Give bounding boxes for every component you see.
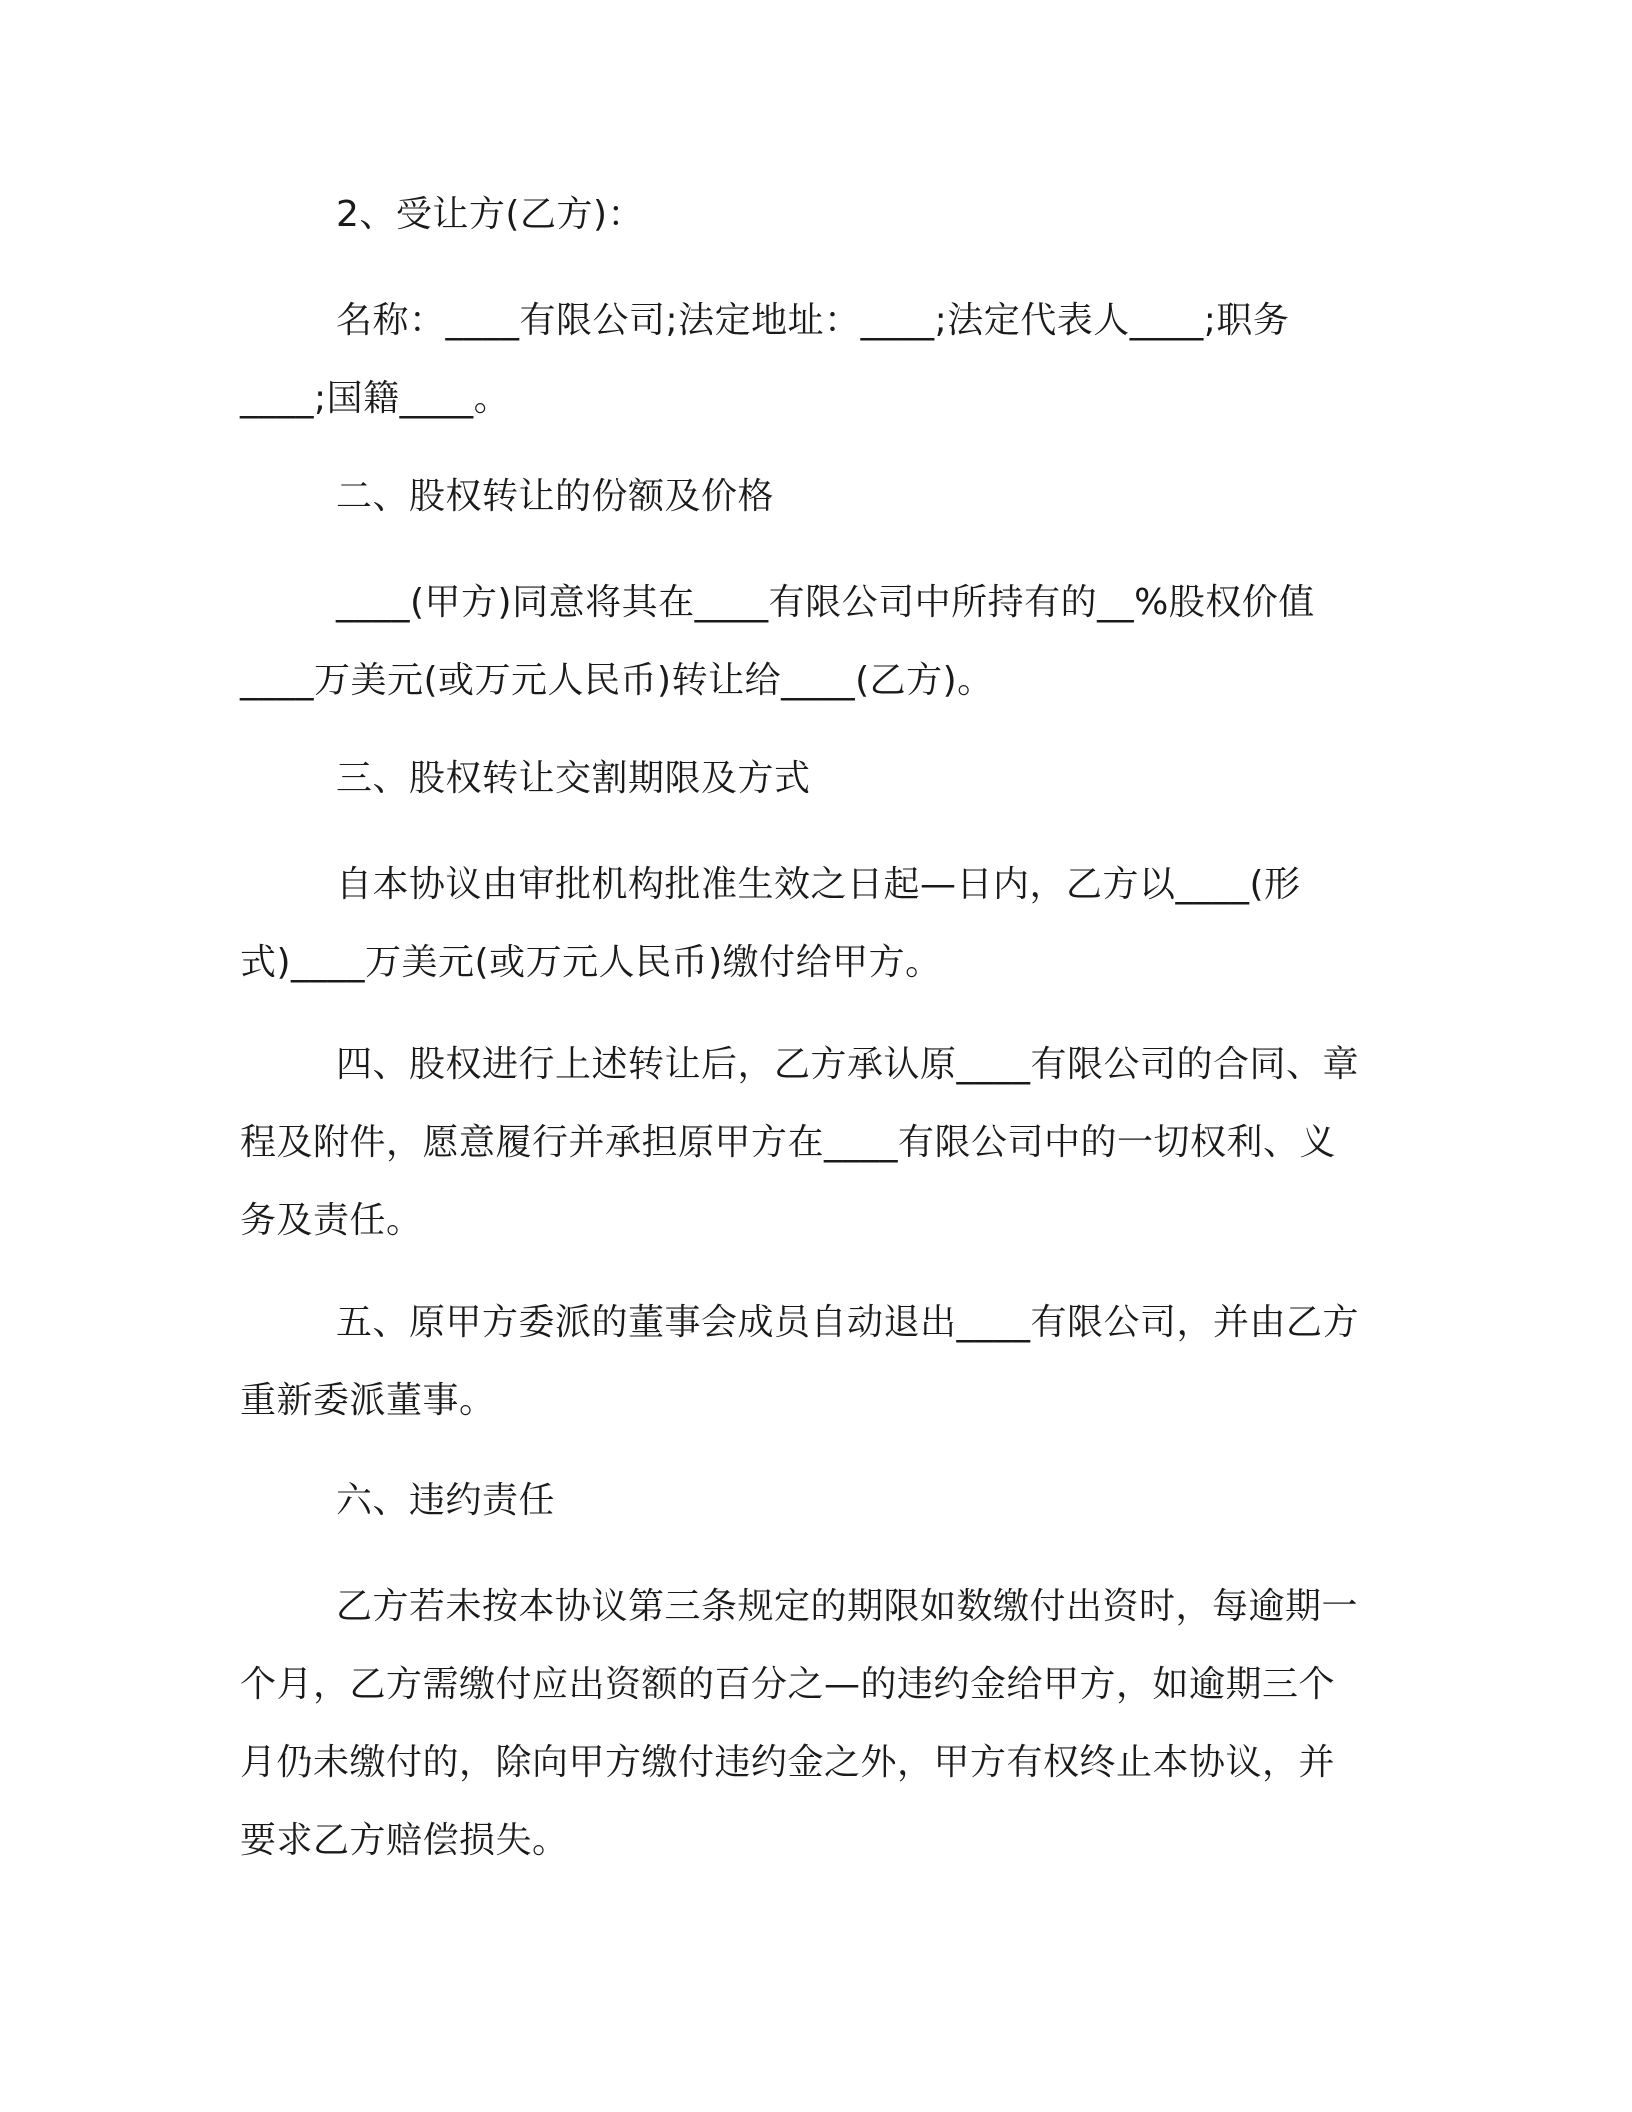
section-two-heading: [240, 458, 1390, 536]
section-two-body: [240, 564, 1390, 720]
party-b-heading: [240, 176, 1390, 254]
paragraph-line: 2、受让方(乙方)：: [336, 194, 644, 235]
paragraph-line: 乙方若未按本协议第三条规定的期限如数缴付出资时，每逾期一: [336, 1586, 1359, 1627]
paragraph-line: 要求乙方赔偿损失。: [240, 1820, 569, 1861]
section-six-body: [240, 1568, 1390, 1880]
paragraph-line: 五、原甲方委派的董事会成员自动退出____有限公司，并由乙方: [336, 1302, 1360, 1343]
paragraph-line: 月仍未缴付的，除向甲方缴付违约金之外，甲方有权终止本协议，并: [240, 1742, 1336, 1783]
paragraph-line: 四、股权进行上述转让后，乙方承认原____有限公司的合同、章: [336, 1044, 1360, 1085]
paragraph-line: 二、股权转让的份额及价格: [336, 476, 775, 517]
paragraph-line: 个月，乙方需缴付应出资额的百分之—的违约金给甲方，如逾期三个: [240, 1664, 1336, 1705]
paragraph-line: 式)____万美元(或万元人民币)缴付给甲方。: [240, 942, 942, 983]
paragraph-line: ____;国籍____。: [240, 378, 511, 419]
paragraph-line: 六、违约责任: [336, 1480, 556, 1521]
paragraph-line: 务及责任。: [240, 1200, 423, 1241]
section-three-body: [240, 846, 1390, 1002]
section-six-heading: [240, 1462, 1390, 1540]
paragraph-line: 重新委派董事。: [240, 1380, 496, 1421]
paragraph-line: 程及附件，愿意履行并承担原甲方在____有限公司中的一切权利、义: [240, 1122, 1337, 1163]
section-four-body: [240, 1026, 1390, 1260]
section-five-body: [240, 1284, 1390, 1440]
paragraph-line: 三、股权转让交割期限及方式: [336, 758, 811, 799]
party-b-details: [240, 282, 1390, 438]
section-three-heading: [240, 740, 1390, 818]
paragraph-line: 名称：____有限公司;法定地址：____;法定代表人____;职务: [336, 300, 1290, 341]
paragraph-line: 自本协议由审批机构批准生效之日起—日内，乙方以____(形: [336, 864, 1301, 905]
paragraph-line: ____万美元(或万元人民币)转让给____(乙方)。: [240, 660, 994, 701]
paragraph-line: ____(甲方)同意将其在____有限公司中所持有的__%股权价值: [336, 582, 1315, 623]
